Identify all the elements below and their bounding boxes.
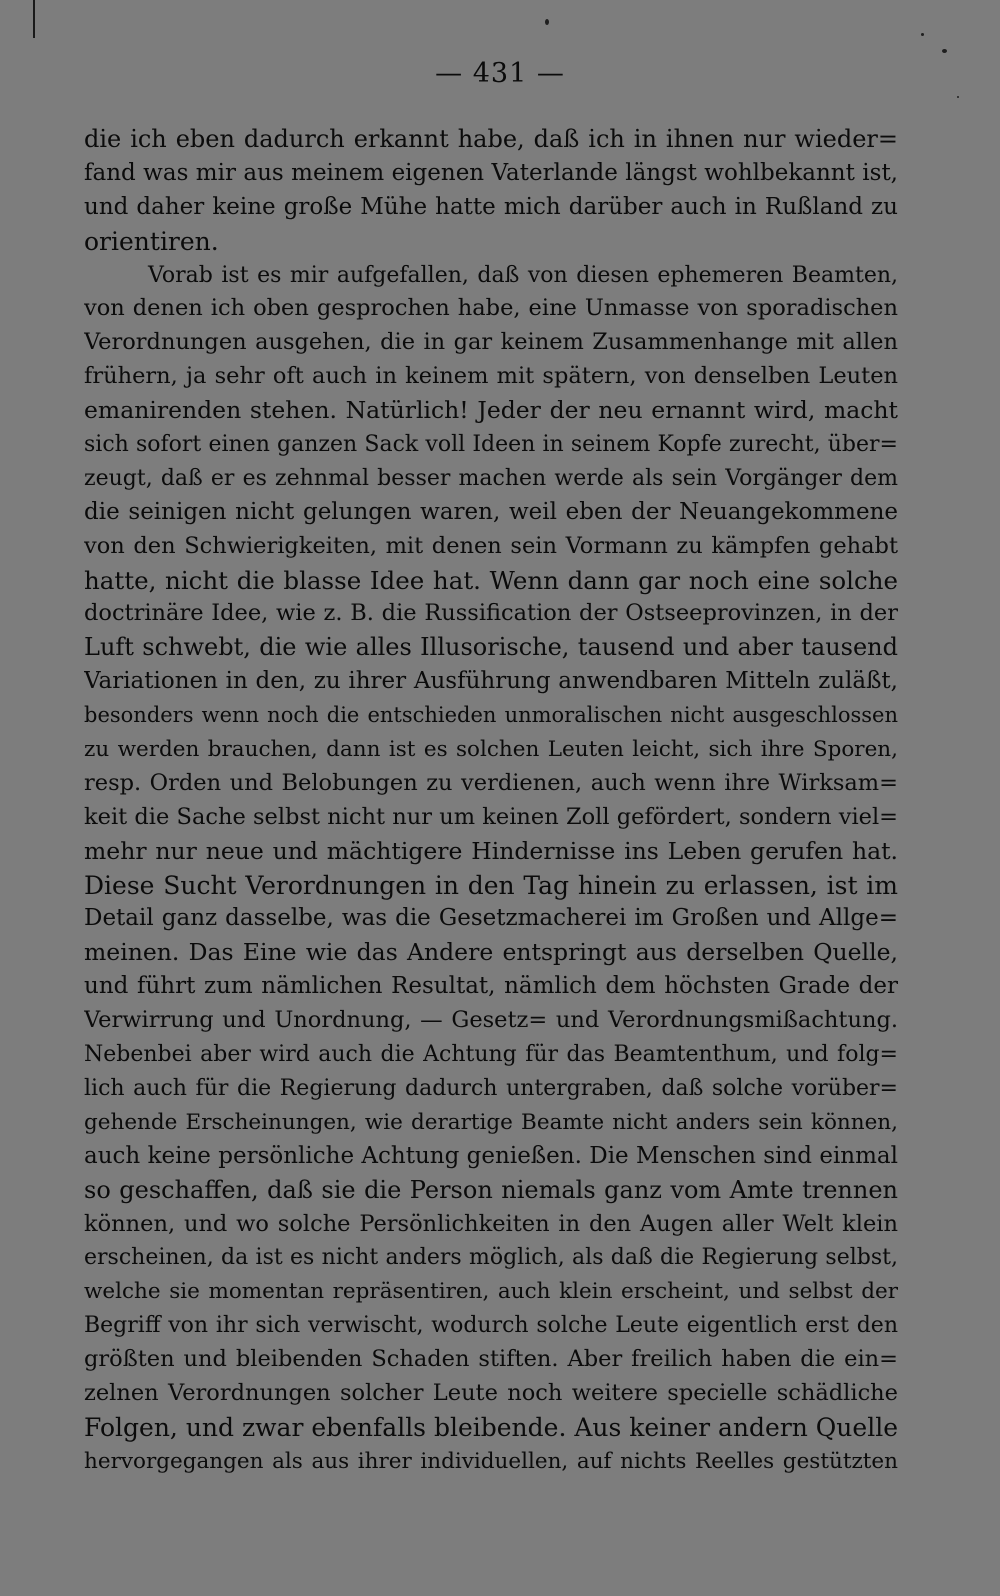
text-line: Verordnungen ausgehen, die in gar keinem Zusammenhange mit allen	[84, 329, 898, 356]
page-number-header: — 431 —	[435, 58, 565, 89]
text-line: zelnen Verordnungen solcher Leute noch weitere specielle schädliche	[84, 1379, 898, 1406]
text-line: die ich eben dadurch erkannt habe, daß ich in ihnen nur wieder=	[84, 125, 898, 153]
text-line: Luft schwebt, die wie alles Illusorische, tausend und aber tausend	[84, 633, 898, 662]
text-line: lich auch für die Regierung dadurch untergraben, daß solche vorüber=	[84, 1075, 898, 1101]
ink-speck	[957, 96, 959, 98]
text-line: Diese Sucht Verordnungen in den Tag hinein zu erlassen, ist im	[84, 870, 898, 900]
text-line: von denen ich oben gesprochen habe, eine Unmasse von sporadischen	[84, 295, 898, 322]
text-line: auch keine persönliche Achtung genießen. Die Menschen sind einmal	[84, 1142, 898, 1169]
text-line: von den Schwierigkeiten, mit denen sein Vormann zu kämpfen gehabt	[84, 532, 898, 559]
text-line: fand was mir aus meinem eigenen Vaterlande längst wohlbekannt ist,	[84, 159, 898, 186]
text-line: und führt zum nämlichen Resultat, nämlich dem höchsten Grade der	[84, 973, 898, 1000]
text-line: hervorgegangen als aus ihrer individuellen, auf nichts Reelles gestützten	[84, 1448, 898, 1474]
ink-speck	[545, 19, 549, 25]
text-line: Folgen, und zwar ebenfalls bleibende. Aus keiner andern Quelle	[84, 1412, 898, 1442]
text-line: hatte, nicht die blasse Idee hat. Wenn dann gar noch eine solche	[84, 565, 898, 595]
text-line: größten und bleibenden Schaden stiften. Aber freilich haben die ein=	[84, 1346, 898, 1373]
paragraph-first-line: Vorab ist es mir aufgefallen, daß von diesen ephemeren Beamten,	[148, 262, 898, 288]
text-line: Variationen in den, zu ihrer Ausführung anwendbaren Mitteln zuläßt,	[84, 668, 898, 695]
text-line: doctrinäre Idee, wie z. B. die Russification der Ostseeprovinzen, in der	[84, 600, 898, 627]
text-line: emanirenden stehen. Natürlich! Jeder der neu ernannt wird, macht	[84, 396, 898, 425]
text-line: Begriff von ihr sich verwischt, wodurch solche Leute eigentlich erst den	[84, 1313, 898, 1339]
text-line: sich sofort einen ganzen Sack voll Ideen in seinem Kopfe zurecht, über=	[84, 432, 898, 458]
text-line: meinen. Das Eine wie das Andere entspringt aus derselben Quelle,	[84, 938, 898, 967]
text-line: zu werden brauchen, dann ist es solchen Leuten leicht, sich ihre Sporen,	[84, 737, 898, 763]
text-line: erscheinen, da ist es nicht anders möglich, als daß die Regierung selbst,	[84, 1245, 898, 1271]
text-line: und daher keine große Mühe hatte mich darüber auch in Rußland zu	[84, 193, 898, 220]
ink-speck	[942, 49, 947, 53]
text-line: welche sie momentan repräsentiren, auch klein erscheint, und selbst der	[84, 1279, 898, 1305]
text-line: können, und wo solche Persönlichkeiten in den Augen aller Welt klein	[84, 1210, 898, 1237]
body-text	[84, 123, 898, 1479]
text-line: mehr nur neue und mächtigere Hindernisse ins Leben gerufen hat.	[84, 836, 898, 865]
text-line: zeugt, daß er es zehnmal besser machen werde als sein Vorgänger dem	[84, 465, 898, 491]
ink-speck	[921, 33, 924, 36]
text-line: frühern, ja sehr oft auch in keinem mit spätern, von denselben Leuten	[84, 363, 898, 390]
text-line: Detail ganz dasselbe, was die Gesetzmacherei im Großen und Allge=	[84, 905, 898, 932]
text-line: Verwirrung und Unordnung, — Gesetz= und Verordnungsmißachtung.	[84, 1007, 898, 1034]
text-line: so geschaffen, daß sie die Person niemals ganz vom Amte trennen	[84, 1175, 898, 1204]
text-line: keit die Sache selbst nicht nur um keinen Zoll gefördert, sondern viel=	[84, 803, 898, 830]
text-line: die seinigen nicht gelungen waren, weil eben der Neuangekommene	[84, 498, 898, 525]
text-line: gehende Erscheinungen, wie derartige Beamte nicht anders sein können,	[84, 1109, 898, 1135]
text-line: besonders wenn noch die entschieden unmoralischen nicht ausgeschlossen	[84, 703, 898, 728]
text-line: Nebenbei aber wird auch die Achtung für das Beamtenthum, und folg=	[84, 1042, 898, 1068]
text-line: resp. Orden und Belobungen zu verdienen, auch wenn ihre Wirksam=	[84, 769, 898, 796]
text-line: orientiren.	[84, 226, 219, 256]
page-edge-mark	[33, 0, 35, 38]
